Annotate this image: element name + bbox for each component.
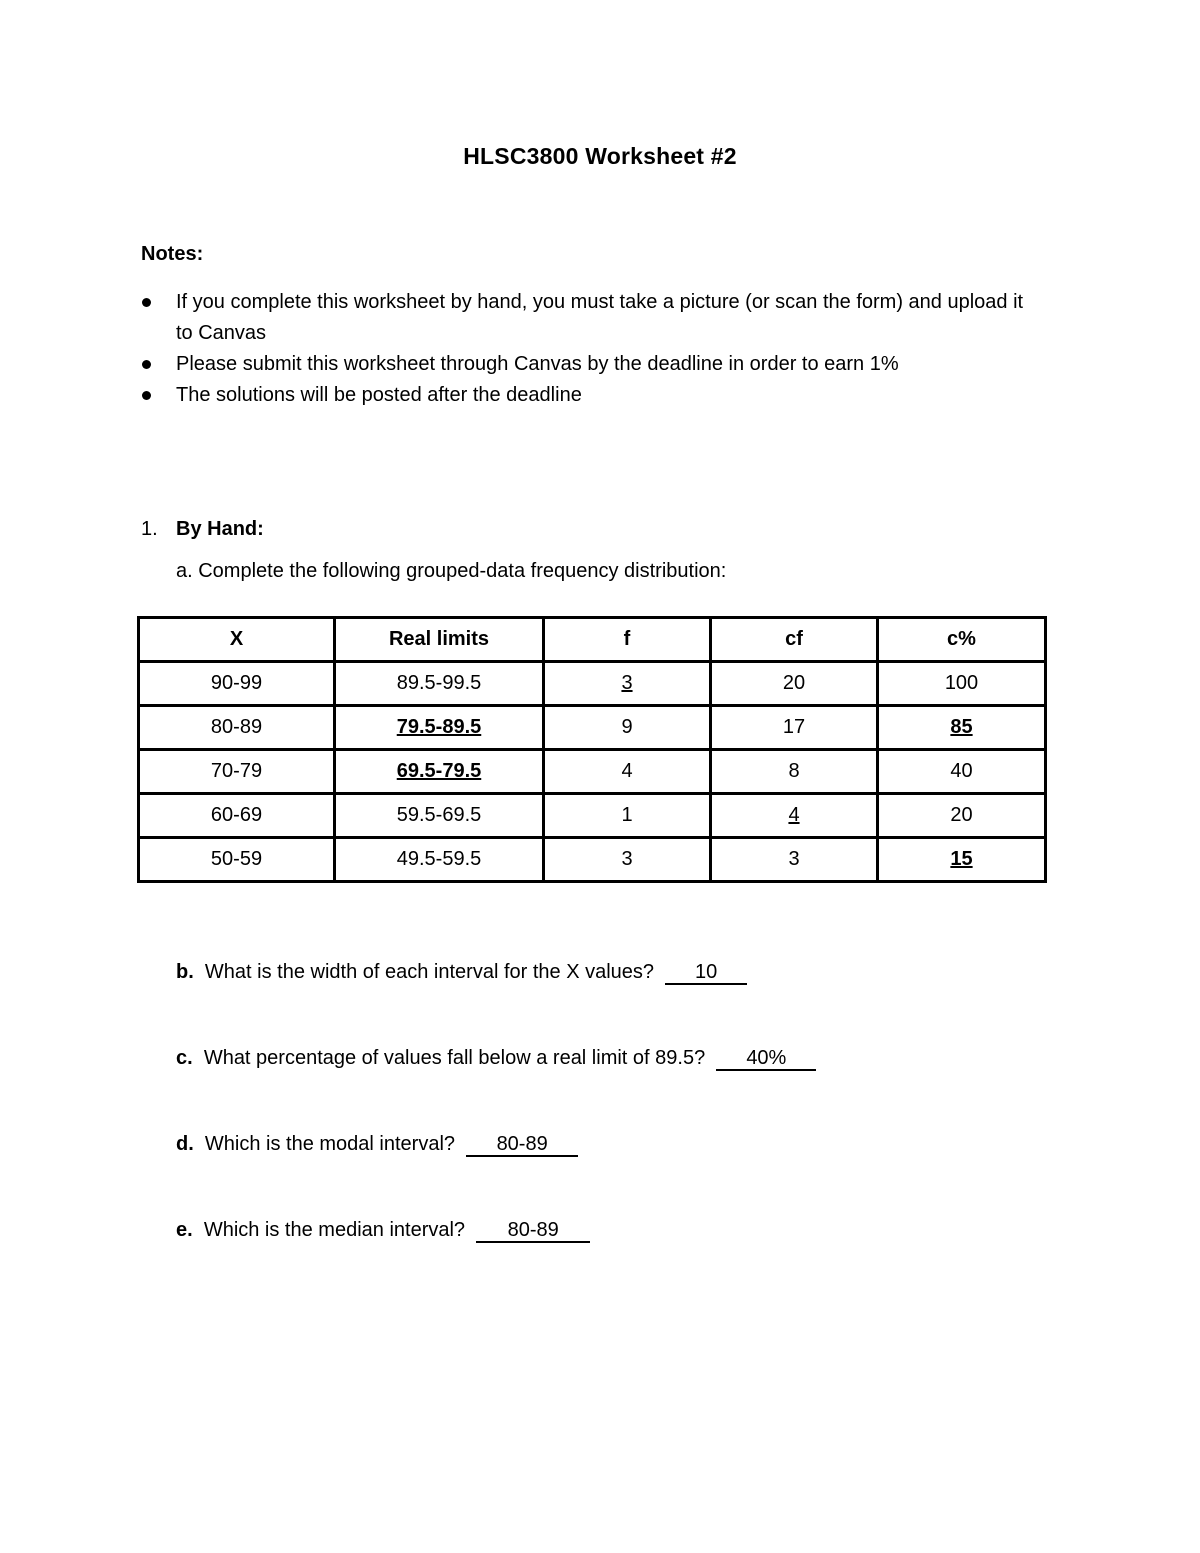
question-heading: By Hand: [176, 518, 264, 540]
part-a-instruction: a. Complete the following grouped-data frequency distribution: [176, 560, 727, 582]
question-c [176, 1047, 816, 1071]
header-f: f [544, 618, 711, 662]
page-title: HLSC3800 Worksheet #2 [463, 143, 737, 169]
answer-field: 10 [665, 961, 747, 985]
table-row [139, 706, 1046, 750]
bullet-icon [142, 360, 151, 369]
header-real-limits: Real limits [335, 618, 544, 662]
cell-real-limits-answer: 69.5-79.5 [335, 750, 544, 794]
table-row [139, 750, 1046, 794]
table-header-row [139, 618, 1046, 662]
question-1-heading [141, 518, 264, 541]
cell-real-limits: 49.5-59.5 [335, 838, 544, 882]
cell-f-answer: 3 [544, 662, 711, 706]
cell-real-limits: 89.5-99.5 [335, 662, 544, 706]
cell-x: 50-59 [139, 838, 335, 882]
cell-cpercent-answer: 85 [878, 706, 1046, 750]
cell-f: 4 [544, 750, 711, 794]
note-text: Please submit this worksheet through Canvas by the deadline in order to earn 1% [176, 353, 899, 375]
cell-cpercent: 100 [878, 662, 1046, 706]
question-e [176, 1219, 590, 1243]
question-d [176, 1133, 578, 1157]
list-item [141, 380, 1041, 411]
answer-field: 40% [716, 1047, 816, 1071]
cell-cpercent: 20 [878, 794, 1046, 838]
question-text: Which is the modal interval? [204, 1133, 456, 1155]
cell-f: 1 [544, 794, 711, 838]
cell-f: 3 [544, 838, 711, 882]
question-letter: b. [176, 961, 194, 983]
cell-x: 80-89 [139, 706, 335, 750]
table-row [139, 794, 1046, 838]
bullet-icon [142, 391, 151, 400]
table-row [139, 838, 1046, 882]
question-b [176, 961, 747, 985]
frequency-table [137, 616, 1047, 883]
note-text: If you complete this worksheet by hand, you must take a picture (or scan the form) and upload it to Canvas [176, 291, 1024, 344]
question-text: What percentage of values fall below a real limit of 89.5? [203, 1047, 706, 1069]
header-x: X [139, 618, 335, 662]
notes-list [141, 287, 1041, 411]
cell-cf: 8 [711, 750, 878, 794]
cell-cpercent-answer: 15 [878, 838, 1046, 882]
question-letter: c. [176, 1047, 193, 1069]
header-cf: cf [711, 618, 878, 662]
cell-f: 9 [544, 706, 711, 750]
question-text: What is the width of each interval for the X values? [204, 961, 655, 983]
list-item [141, 349, 1041, 380]
header-cpercent: c% [878, 618, 1046, 662]
cell-x: 60-69 [139, 794, 335, 838]
notes-heading: Notes: [141, 243, 204, 265]
cell-real-limits: 59.5-69.5 [335, 794, 544, 838]
question-number: 1. [141, 518, 158, 540]
question-text: Which is the median interval? [203, 1219, 466, 1241]
answer-field: 80-89 [466, 1133, 578, 1157]
cell-x: 70-79 [139, 750, 335, 794]
cell-cf: 3 [711, 838, 878, 882]
question-letter: d. [176, 1133, 194, 1155]
cell-cf-answer: 4 [711, 794, 878, 838]
bullet-icon [142, 298, 151, 307]
table-row [139, 662, 1046, 706]
question-letter: e. [176, 1219, 193, 1241]
cell-cpercent: 40 [878, 750, 1046, 794]
cell-cf: 20 [711, 662, 878, 706]
cell-real-limits-answer: 79.5-89.5 [335, 706, 544, 750]
cell-x: 90-99 [139, 662, 335, 706]
note-text: The solutions will be posted after the deadline [176, 384, 582, 406]
cell-cf: 17 [711, 706, 878, 750]
answer-field: 80-89 [476, 1219, 590, 1243]
list-item [141, 287, 1041, 349]
